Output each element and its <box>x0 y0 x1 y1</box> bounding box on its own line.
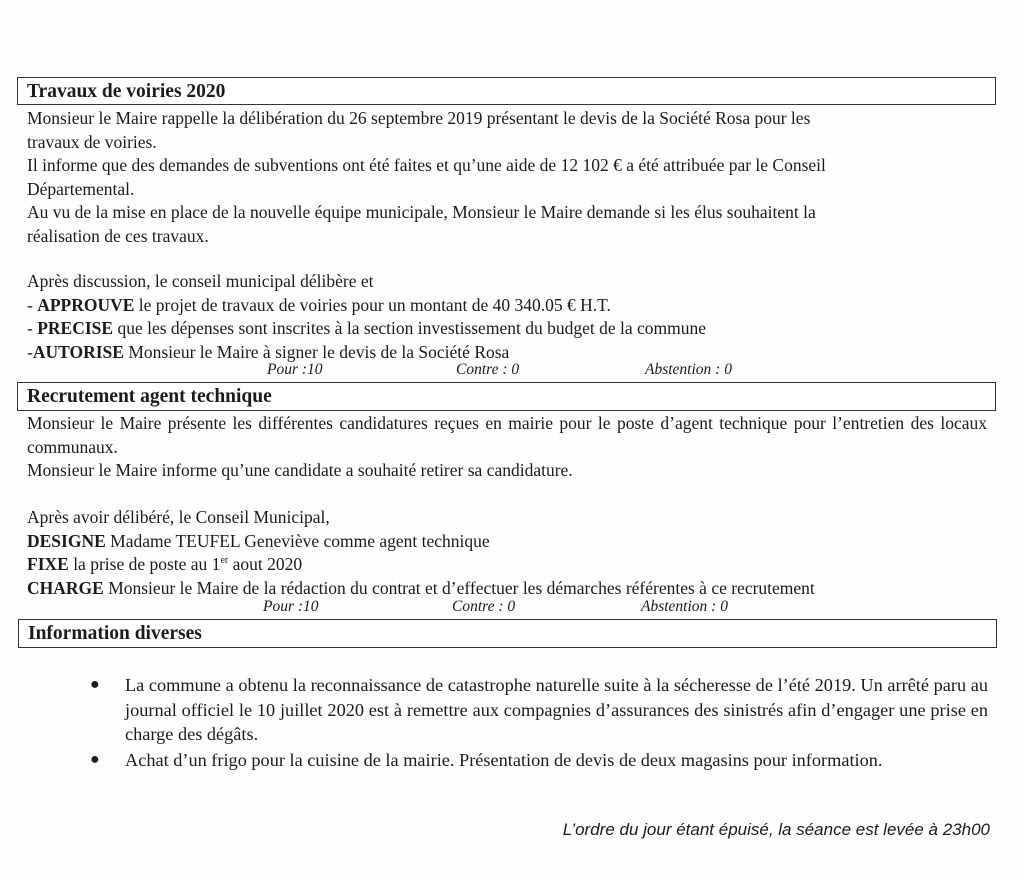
vote-pour: Pour :10 <box>267 361 323 378</box>
travaux-line: Monsieur le Maire rappelle la délibération du 26 septembre 2019 présentant le devis de la Société Rosa pour les <box>27 108 811 128</box>
vote-pour: Pour :10 <box>263 598 319 615</box>
bullet-icon: ● <box>90 750 100 768</box>
bullet-icon: ● <box>90 676 100 693</box>
decision-designe: DESIGNE Madame TEUFEL Geneviève comme agent technique <box>27 530 490 551</box>
travaux-line: réalisation de ces travaux. <box>27 225 209 246</box>
decision-precise: - PRECISE que les dépenses sont inscrites à la section investissement du budget de la commune <box>27 318 706 338</box>
list-item <box>90 748 988 773</box>
section-title-travaux: Travaux de voiries 2020 <box>17 77 996 105</box>
decision-autorise: -AUTORISE Monsieur le Maire à signer le devis de la Société Rosa <box>27 341 510 362</box>
recrutement-text-2: Monsieur le Maire informe qu’une candidate a souhaité retirer sa candidature. <box>27 460 573 480</box>
closing-statement: L’ordre du jour étant épuisé, la séance est levée à 23h00 <box>562 820 990 839</box>
vote-contre: Contre : 0 <box>452 598 516 615</box>
section-title-information: Information diverses <box>18 619 997 648</box>
decision-approuve: - APPROUVE le projet de travaux de voiries pour un montant de 40 340.05 € H.T. <box>27 294 611 315</box>
recrutement-paragraph <box>27 412 987 483</box>
travaux-line: Il informe que des demandes de subventions ont été faites et qu’une aide de 12 102 € a été attribuée par le Conseil <box>27 155 826 175</box>
list-item <box>90 673 988 747</box>
vote-contre: Contre : 0 <box>456 361 520 378</box>
list-item-text: Achat d’un frigo pour la cuisine de la mairie. Présentation de devis de deux magasins pour information. <box>125 749 883 770</box>
travaux-line: travaux de voiries. <box>27 131 157 152</box>
decision-charge: CHARGE Monsieur le Maire de la rédaction du contrat et d’effectuer les démarches référentes à ce recrutement <box>27 577 815 598</box>
list-item-text: La commune a obtenu la reconnaissance de catastrophe naturelle suite à la sécheresse de l’été 2019. Un arrêté paru au journal officiel le 10 juillet 2020 est à remettre aux compagnies d’assurances des sinistrés afin d’engager une prise en charge des dégâts. <box>125 675 988 744</box>
travaux-paragraph <box>27 107 989 248</box>
recrutement-decisions <box>27 506 989 600</box>
travaux-decisions <box>27 270 989 364</box>
information-list <box>90 673 988 773</box>
recrutement-text: Monsieur le Maire présente les différentes candidatures reçues en mairie pour le poste d’agent technique pour l’entretien des locaux communaux. <box>27 413 987 457</box>
travaux-intro: Après discussion, le conseil municipal délibère et <box>27 271 374 291</box>
travaux-line: Au vu de la mise en place de la nouvelle équipe municipale, Monsieur le Maire demande si les élus souhaitent la <box>27 202 816 222</box>
vote-abstention: Abstention : 0 <box>641 598 728 615</box>
vote-abstention: Abstention : 0 <box>645 361 732 378</box>
travaux-line: Départemental. <box>27 178 135 199</box>
recrutement-intro: Après avoir délibéré, le Conseil Municipal, <box>27 507 330 527</box>
section-title-recrutement: Recrutement agent technique <box>17 382 996 411</box>
decision-fixe: FIXE la prise de poste au 1er aout 2020 <box>27 554 303 574</box>
